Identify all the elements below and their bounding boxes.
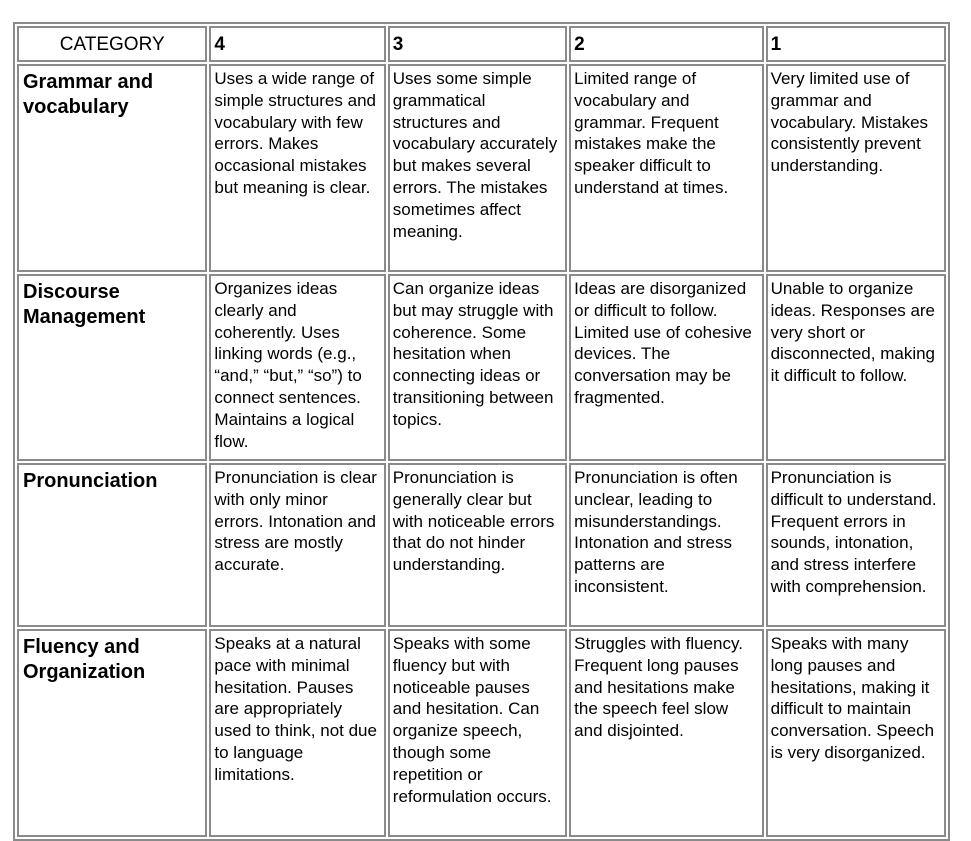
descriptor-cell: Organizes ideas clearly and coherently. Uses linking words (e.g., “and,” “but,” “so”) to connect sentences. Maintains a logical flow.: [209, 274, 385, 461]
descriptor-cell: Unable to organize ideas. Responses are very short or disconnected, making it difficult to follow.: [766, 274, 946, 461]
descriptor-cell: Pronunciation is clear with only minor errors. Intonation and stress are mostly accurate.: [209, 463, 385, 627]
rubric-table: [13, 22, 950, 841]
descriptor-cell: Struggles with fluency. Frequent long pauses and hesitations make the speech feel slow and disjointed.: [569, 629, 763, 837]
table-row: [17, 629, 946, 837]
header-row: [17, 26, 946, 62]
header-score-1: 1: [766, 26, 946, 62]
descriptor-cell: Speaks with some fluency but with noticeable pauses and hesitation. Can organize speech, though some repetition or reformulation occurs.: [388, 629, 567, 837]
descriptor-cell: Uses some simple grammatical structures and vocabulary accurately but makes several errors. The mistakes sometimes affect meaning.: [388, 64, 567, 272]
descriptor-cell: Very limited use of grammar and vocabulary. Mistakes consistently prevent understanding.: [766, 64, 946, 272]
descriptor-cell: Pronunciation is often unclear, leading to misunderstandings. Intonation and stress patterns are inconsistent.: [569, 463, 763, 627]
category-cell: Pronunciation: [17, 463, 207, 627]
descriptor-cell: Can organize ideas but may struggle with coherence. Some hesitation when connecting ideas or transitioning between topics.: [388, 274, 567, 461]
descriptor-cell: Speaks with many long pauses and hesitations, making it difficult to maintain conversation. Speech is very disorganized.: [766, 629, 946, 837]
header-score-2: 2: [569, 26, 763, 62]
header-category: CATEGORY: [17, 26, 207, 62]
header-score-3: 3: [388, 26, 567, 62]
descriptor-cell: Limited range of vocabulary and grammar. Frequent mistakes make the speaker difficult to understand at times.: [569, 64, 763, 272]
category-cell: Discourse Management: [17, 274, 207, 461]
table-row: [17, 64, 946, 272]
descriptor-cell: Pronunciation is difficult to understand. Frequent errors in sounds, intonation, and stress interfere with comprehension.: [766, 463, 946, 627]
table-row: [17, 463, 946, 627]
descriptor-cell: Speaks at a natural pace with minimal hesitation. Pauses are appropriately used to think, not due to language limitations.: [209, 629, 385, 837]
descriptor-cell: Ideas are disorganized or difficult to follow. Limited use of cohesive devices. The conversation may be fragmented.: [569, 274, 763, 461]
table-row: [17, 274, 946, 461]
descriptor-cell: Uses a wide range of simple structures and vocabulary with few errors. Makes occasional mistakes but meaning is clear.: [209, 64, 385, 272]
category-cell: Grammar and vocabulary: [17, 64, 207, 272]
header-score-4: 4: [209, 26, 385, 62]
category-cell: Fluency and Organization: [17, 629, 207, 837]
descriptor-cell: Pronunciation is generally clear but with noticeable errors that do not hinder understanding.: [388, 463, 567, 627]
